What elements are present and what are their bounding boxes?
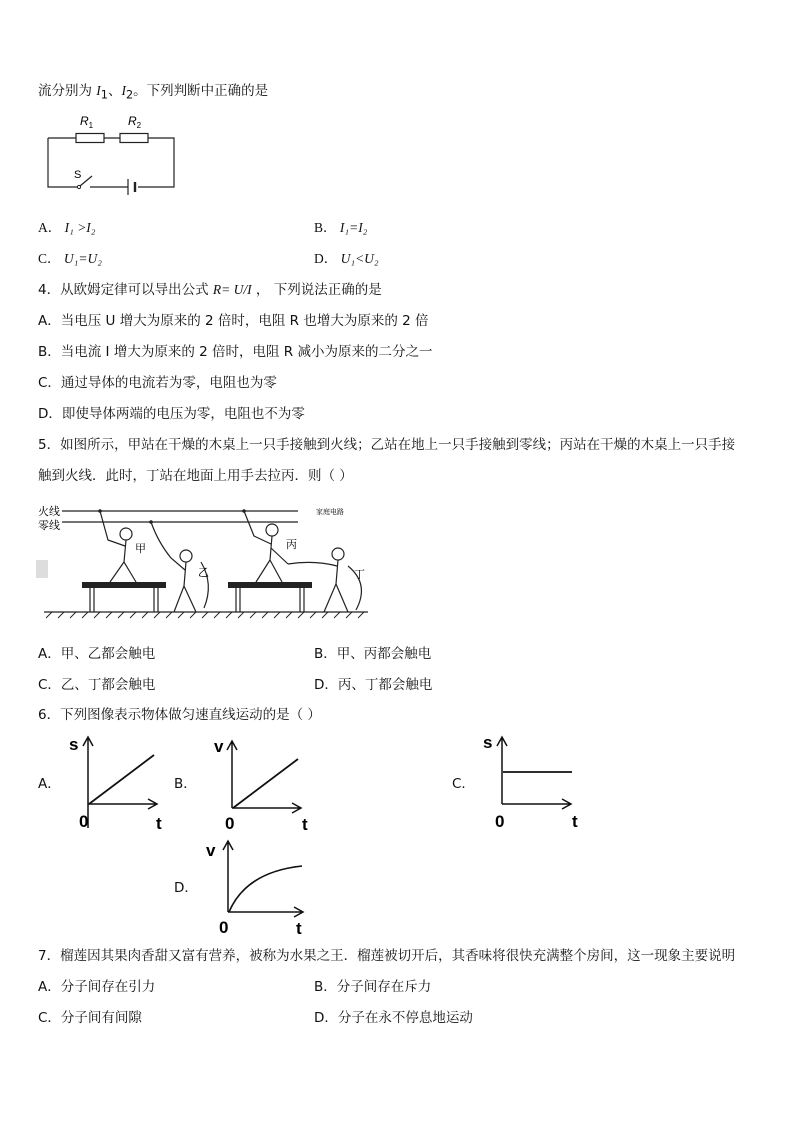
q6-label-a[interactable]: A． — [38, 776, 61, 792]
q3-option-b[interactable]: B． I₁=I₂ — [314, 220, 368, 235]
graph-a-origin: 0 — [79, 812, 89, 831]
series-circuit-diagram — [40, 108, 185, 200]
graph-a-y-label: s — [69, 735, 79, 754]
switch-blade — [80, 176, 92, 186]
intro-text: 流分别为 — [38, 83, 97, 99]
neutral-wire-label: 零线 — [38, 520, 60, 532]
q4-option-d[interactable]: D．即使导体两端的电压为零，电阻也不为零 — [38, 406, 305, 422]
table-2 — [228, 582, 312, 588]
graph-d-origin: 0 — [219, 918, 229, 936]
electric-shock-scene — [36, 500, 376, 628]
q6-label-c[interactable]: C． — [452, 776, 475, 792]
q4-option-a[interactable]: A．当电压 U 增大为原来的 2 倍时，电阻 R 也增大为原来的 2 倍 — [38, 313, 429, 329]
label-yi: 乙 — [198, 567, 209, 579]
intro-line — [38, 82, 268, 105]
graph-b-origin: 0 — [225, 814, 235, 833]
household-circuit-label: 家庭电路 — [316, 509, 344, 516]
r2-label: $R_2$ — [128, 114, 142, 130]
graph-c-origin: 0 — [495, 812, 505, 831]
graph-d-x-label: t — [296, 919, 302, 936]
q7-option-a[interactable]: A．分子间存在引力 — [38, 979, 156, 995]
q5-option-a[interactable]: A．甲、乙都会触电 — [38, 646, 156, 662]
ground-hatching — [46, 612, 364, 618]
q4-formula: R= U/I — [212, 282, 252, 297]
separator: 、 — [107, 83, 122, 99]
sub-1: 1 — [100, 88, 108, 102]
q5-option-d[interactable]: D．丙、丁都会触电 — [314, 677, 433, 693]
q3-option-d[interactable]: D． U₁<U₂ — [314, 251, 379, 266]
graph-d-y-label: v — [206, 841, 216, 860]
graph-b-v-t-proportional — [210, 732, 320, 836]
left-shadow — [36, 560, 48, 578]
q7-option-d[interactable]: D．分子在永不停息地运动 — [314, 1010, 473, 1026]
label-bing: 丙 — [286, 539, 297, 551]
graph-b-x-label: t — [302, 815, 308, 834]
q5-option-c[interactable]: C．乙、丁都会触电 — [38, 677, 156, 693]
table-1 — [82, 582, 166, 588]
q5-stem-line2: 触到火线．此时，丁站在地面上用手去拉丙．则（ ） — [38, 468, 353, 484]
q7-stem: 7．榴莲因其果肉香甜又富有营养，被称为水果之王．榴莲被切开后，其香味将很快充满整个房间，这一现象主要说明 — [38, 948, 736, 964]
q5-option-b[interactable]: B．甲、丙都会触电 — [314, 646, 432, 662]
label-ding: 丁 — [354, 569, 365, 581]
q6-stem: 6．下列图像表示物体做匀速直线运动的是（ ） — [38, 707, 321, 723]
graph-c-s-t-constant — [480, 728, 590, 832]
q7-option-c[interactable]: C．分子间有间隙 — [38, 1010, 142, 1026]
graph-a-line — [89, 755, 154, 804]
intro-question: 。下列判断中正确的是 — [133, 83, 269, 99]
q4-option-c[interactable]: C．通过导体的电流若为零，电阻也为零 — [38, 375, 277, 391]
person-ding — [288, 548, 361, 612]
q5-stem-line1: 5．如图所示，甲站在干燥的木桌上一只手接触到火线；乙站在地上一只手接触到零线；丙站在干燥的木桌上一只手接 — [38, 437, 736, 453]
graph-b-y-label: v — [214, 737, 224, 756]
switch-label: S — [74, 169, 82, 181]
var-I1: I — [96, 83, 101, 98]
resistor-r1 — [76, 134, 104, 143]
graph-c-x-label: t — [572, 812, 578, 831]
q4-stem: 4．从欧姆定律可以导出公式 R= U/I ， 下列说法正确的是 — [38, 282, 382, 298]
label-jia: 甲 — [135, 543, 146, 555]
graph-b-line — [233, 759, 298, 808]
q6-label-b[interactable]: B． — [174, 776, 197, 792]
live-wire-label: 火线 — [38, 506, 60, 518]
q3-option-a[interactable]: A． I₁ >I₂ — [38, 220, 96, 235]
q3-option-c[interactable]: C． U₁=U₂ — [38, 251, 102, 266]
var-I2: I — [121, 83, 126, 98]
q7-option-b[interactable]: B．分子间存在斥力 — [314, 979, 432, 995]
graph-c-y-label: s — [483, 733, 493, 752]
r1-label: $R_1$ — [80, 114, 94, 130]
sub-2: 2 — [125, 88, 134, 102]
graph-d-curve — [229, 866, 302, 912]
graph-a-x-label: t — [156, 814, 162, 832]
graph-d-v-t-curve — [206, 832, 316, 936]
resistor-r2 — [120, 134, 148, 143]
graph-a-s-t-proportional — [66, 728, 176, 832]
q6-label-d[interactable]: D． — [174, 880, 198, 896]
q4-option-b[interactable]: B．当电流 I 增大为原来的 2 倍时，电阻 R 减小为原来的二分之一 — [38, 344, 433, 360]
